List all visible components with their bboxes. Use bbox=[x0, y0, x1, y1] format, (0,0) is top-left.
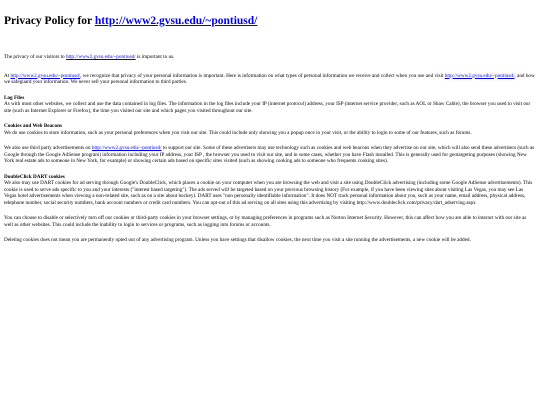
log-files-text: As with most other websites, we collect and use the data contained in log files. The information in the log files include your IP (internet protocol) address, your ISP (internet service provider, such as AOL or Shaw Cable), the browser you used to visit our site (such as Internet Explorer or Firefox), the time you visited our site and which pages you visited throughout our site. bbox=[4, 101, 531, 114]
doubleclick-section bbox=[4, 174, 536, 207]
info-after: , and how we safeguard your information. We never sell your personal information to third parties. bbox=[4, 72, 535, 85]
info-link-2[interactable]: http://www2.gvsu.edu/~pontiusd/ bbox=[444, 72, 515, 79]
info-paragraph bbox=[4, 73, 536, 86]
cookies-heading: Cookies and Web Beacons bbox=[4, 123, 62, 129]
cookies-text: We do use cookies to store information, such as your personal preferences when you visit our site. This could include only showing you a popup once in your visit, or the ability to login to some of our features, such as forums. bbox=[4, 129, 472, 136]
third-party-link[interactable]: http://www2.gvsu.edu/~pontiusd/ bbox=[91, 145, 162, 151]
deleting-cookies-paragraph: Deleting cookies does not mean you are permanently opted out of any advertising program. Unless you have settings that disallow cookies, the next time you visit a site running the advertisements, a new cookie will be added. bbox=[4, 237, 471, 243]
page-title bbox=[4, 14, 536, 28]
doubleclick-text: We also may use DART cookies for ad serving through Google's DoubleClick, which places a cookie on your computer when you are browsing the web and visit a site using DoubleClick advertising (including some Google AdSense advertisements). This cookie is used to serve ads specific to you and your interests ("interest based targeting"). The ads served will be targeted based on your previous browsing history (For example, if you have been viewing sites about visiting Las Vegas, you may see Las Vegas hotel advertisements when viewing a non-related site, such as on a site about hockey). DART uses "non personally identifiable information". It does NOT track personal information about you, such as your name, email address, physical address, telephone number, social security numbers, bank account numbers or credit card numbers. You can opt-out of this ad serving on all sites using this advertising by visiting http://www.doubleclick.com/privacy/dart_adserving.aspx bbox=[4, 180, 533, 206]
info-mid: , we recognize that privacy of your personal information is important. Here is information on what types of personal information we receive and collect when you use and visit bbox=[80, 72, 445, 79]
third-party-after: to support our site. Some of these advertisers may use technology such as cookies and web beacons when they advertise on our site, which will also send these advertisers (such as Google through the Google AdSense program) information including your IP address, your ISP , the browser you used to visit our site, and in some cases, whether you have Flash installed. This is generally used for geotargeting purposes (showing New York real estate ads to someone in New York, for example) or showing certain ads based on specific sites visited (such as showing cooking ads to someone who frequents cooking sites). bbox=[4, 145, 535, 164]
info-before: At bbox=[4, 72, 11, 79]
intro-before: The privacy of our visitors to bbox=[4, 54, 66, 60]
third-party-before: We also use third party advertisements on bbox=[4, 145, 92, 151]
intro-after: is important to us. bbox=[135, 54, 175, 60]
page-title-link[interactable]: http://www2.gvsu.edu/~pontiusd/ bbox=[94, 15, 258, 27]
intro-paragraph bbox=[4, 54, 536, 61]
third-party-paragraph bbox=[4, 145, 536, 165]
info-link-1[interactable]: http://www2.gvsu.edu/~pontiusd/ bbox=[10, 72, 81, 79]
doubleclick-heading: DoubleClick DART cookies bbox=[4, 173, 65, 180]
log-files-section bbox=[4, 95, 536, 115]
log-files-heading: Log Files bbox=[4, 94, 25, 101]
disable-cookies-paragraph: You can choose to disable or selectively turn off our cookies or third-party cookies in your browser settings, or by managing preferences in programs such as Norton Internet Security. However, this can affect how you are able to interact with our site as well as other websites. This could include the inability to login to services or programs, such as logging into forums or accounts. bbox=[4, 215, 527, 228]
cookies-section bbox=[4, 123, 536, 136]
intro-link[interactable]: http://www2.gvsu.edu/~pontiusd/ bbox=[65, 54, 136, 60]
page-title-text: Privacy Policy for bbox=[4, 15, 95, 27]
